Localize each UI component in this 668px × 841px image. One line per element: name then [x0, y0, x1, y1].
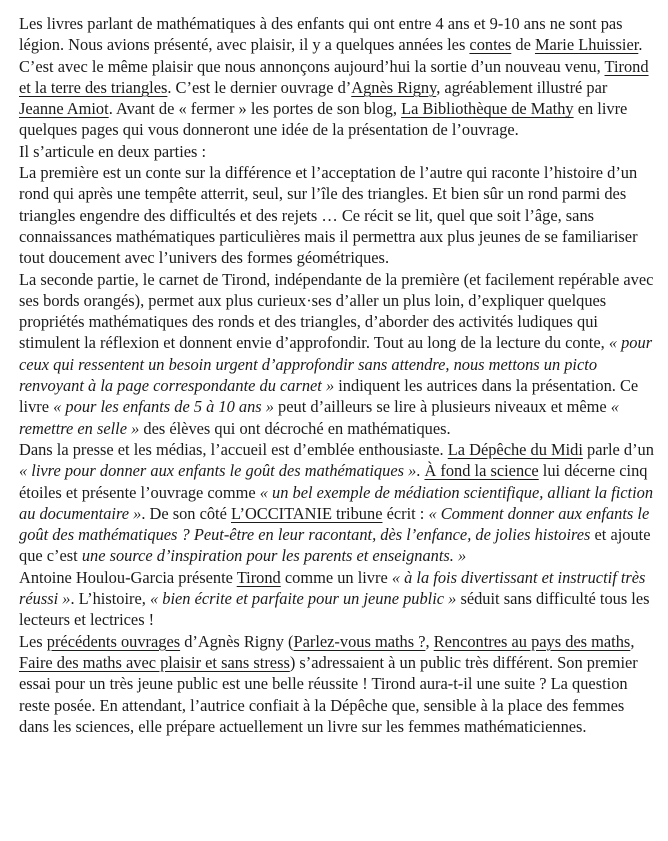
- body-text: . De son côté: [141, 503, 231, 523]
- link-tirond-et-la-terre-des-triangles[interactable]: Tirond et la terre des triangles: [19, 56, 649, 97]
- body-text: La seconde partie, le carnet de Tirond, indépendante de la première (et facilement repérable avec ses bords orangés), permet aux plus curieux·ses d’aller un plus loin, d’expliquer quelques propriétés mathématiques des ronds et des triangles, d’aborder des activités ludiques qui stimulent la réflexion et donnent envie d’approfondir. Tout au long de la lecture du conte,: [19, 269, 654, 353]
- body-text: La première est un conte sur la différence et l’acceptation de l’autre qui raconte l’histoire d’un rond qui après une tempête atterrit, seul, sur l’île des triangles. Et bien sûr un rond parmi des triangles engendre des difficultés et des rejets … Ce récit se lit, quel que soit l’âge, sans connaissances mathématiques particulières mais il permettra aux plus jeunes de se familiariser tout doucement avec l’univers des formes géométriques.: [19, 163, 638, 268]
- paragraph-1: [19, 13, 656, 141]
- body-text: Dans la presse et les médias, l’accueil est d’emblée enthousiaste.: [19, 439, 448, 459]
- body-text: des élèves qui ont décroché en mathématiques.: [139, 418, 451, 438]
- paragraph-6: [19, 567, 656, 631]
- body-text: Il s’articule en deux parties :: [19, 141, 207, 161]
- link-rencontres-au-pays-des-maths[interactable]: Rencontres au pays des maths: [433, 631, 631, 651]
- link-precedents-ouvrages[interactable]: précédents ouvrages: [46, 631, 181, 651]
- body-text: comme un livre: [280, 567, 392, 587]
- body-text: Les livres parlant de mathématiques à des enfants qui ont entre 4 ans et 9-10 ans ne sont pas légion. Nous avions présenté, avec plaisir, il y a quelques années les: [19, 14, 623, 55]
- body-text: , agréablement illustré par: [436, 77, 608, 97]
- paragraph-4: [19, 269, 656, 439]
- link-agnes-rigny[interactable]: Agnès Rigny: [351, 77, 437, 97]
- body-text: Les: [19, 631, 47, 651]
- quote-text: « remettre en selle »: [19, 397, 619, 438]
- body-text: en livre quelques pages qui vous donneront une idée de la présentation de l’ouvrage.: [19, 99, 628, 140]
- body-text: et ajoute que c’est: [19, 525, 651, 566]
- quote-text: « un bel exemple de médiation scientifique, alliant la fiction au documentaire »: [19, 482, 654, 523]
- quote-text: « à la fois divertissant et instructif très réussi »: [19, 567, 646, 609]
- body-text: . L’histoire,: [70, 589, 150, 609]
- body-text: ,: [425, 631, 434, 651]
- body-text: .: [416, 461, 425, 481]
- body-text: peut d’ailleurs se lire à plusieurs niveaux et même: [273, 397, 611, 417]
- paragraph-3: [19, 162, 656, 268]
- body-text: séduit sans difficulté tous les lecteurs et lectrices !: [19, 589, 650, 630]
- body-text: ) s’adressaient à un public très différent. Son premier essai pour un très jeune public est une belle réussite ! Tirond aura-t-il une suite ? La question reste posée. En attendant, l’autrice confiait à la Dépêche que, sensible à la place des femmes dans les sciences, elle prépare actuellement un livre sur les femmes mathématiciennes.: [19, 652, 638, 736]
- link-tirond[interactable]: Tirond: [236, 567, 281, 587]
- link-la-depeche-du-midi[interactable]: La Dépêche du Midi: [447, 439, 583, 459]
- body-text: d’Agnès Rigny (: [180, 631, 294, 651]
- body-text: ,: [630, 631, 635, 651]
- link-contes[interactable]: contes: [469, 35, 512, 55]
- paragraph-5: [19, 439, 656, 567]
- body-text: écrit :: [382, 503, 429, 523]
- paragraph-7: [19, 631, 656, 737]
- body-text: . C’est le dernier ouvrage d’: [167, 77, 352, 97]
- link-a-fond-la-science[interactable]: À fond la science: [424, 461, 539, 481]
- link-faire-des-maths-avec-plaisir[interactable]: Faire des maths avec plaisir et sans stress: [19, 652, 290, 672]
- body-text: lui décerne cinq étoiles et présente l’ouvrage comme: [19, 461, 648, 502]
- body-text: indiquent les autrices dans la présentation. Ce livre: [19, 376, 639, 417]
- paragraph-2: [19, 141, 656, 162]
- link-la-bibliotheque-de-mathy[interactable]: La Bibliothèque de Mathy: [401, 99, 574, 119]
- link-parlez-vous-maths[interactable]: Parlez-vous maths ?: [293, 631, 426, 651]
- body-text: . C’est avec le même plaisir que nous annonçons aujourd’hui la sortie d’un nouveau venu,: [19, 35, 643, 76]
- body-text: de: [511, 35, 535, 55]
- quote-text: « pour les enfants de 5 à 10 ans »: [53, 397, 274, 417]
- link-jeanne-amiot[interactable]: Jeanne Amiot: [19, 99, 109, 119]
- quote-text: « bien écrite et parfaite pour un jeune public »: [149, 589, 457, 609]
- quote-text: « pour ceux qui ressentent un besoin urgent d’approfondir sans attendre, nous mettons un picto renvoyant à la page correspondante du carnet »: [19, 333, 653, 396]
- body-text: Antoine Houlou-Garcia présente: [19, 567, 237, 587]
- quote-text: « livre pour donner aux enfants le goût des mathématiques »: [19, 461, 417, 481]
- body-text: parle d’un: [582, 439, 654, 459]
- body-text: . Avant de « fermer » les portes de son blog,: [108, 99, 402, 119]
- link-occitanie-tribune[interactable]: L’OCCITANIE tribune: [230, 503, 383, 523]
- quote-text: une source d’inspiration pour les parents et enseignants. »: [81, 546, 467, 566]
- link-marie-lhuissier[interactable]: Marie Lhuissier: [534, 35, 639, 55]
- quote-text: « Comment donner aux enfants le goût des mathématiques ? Peut-être en leur racontant, dès l’enfance, de jolies histoires: [19, 503, 650, 545]
